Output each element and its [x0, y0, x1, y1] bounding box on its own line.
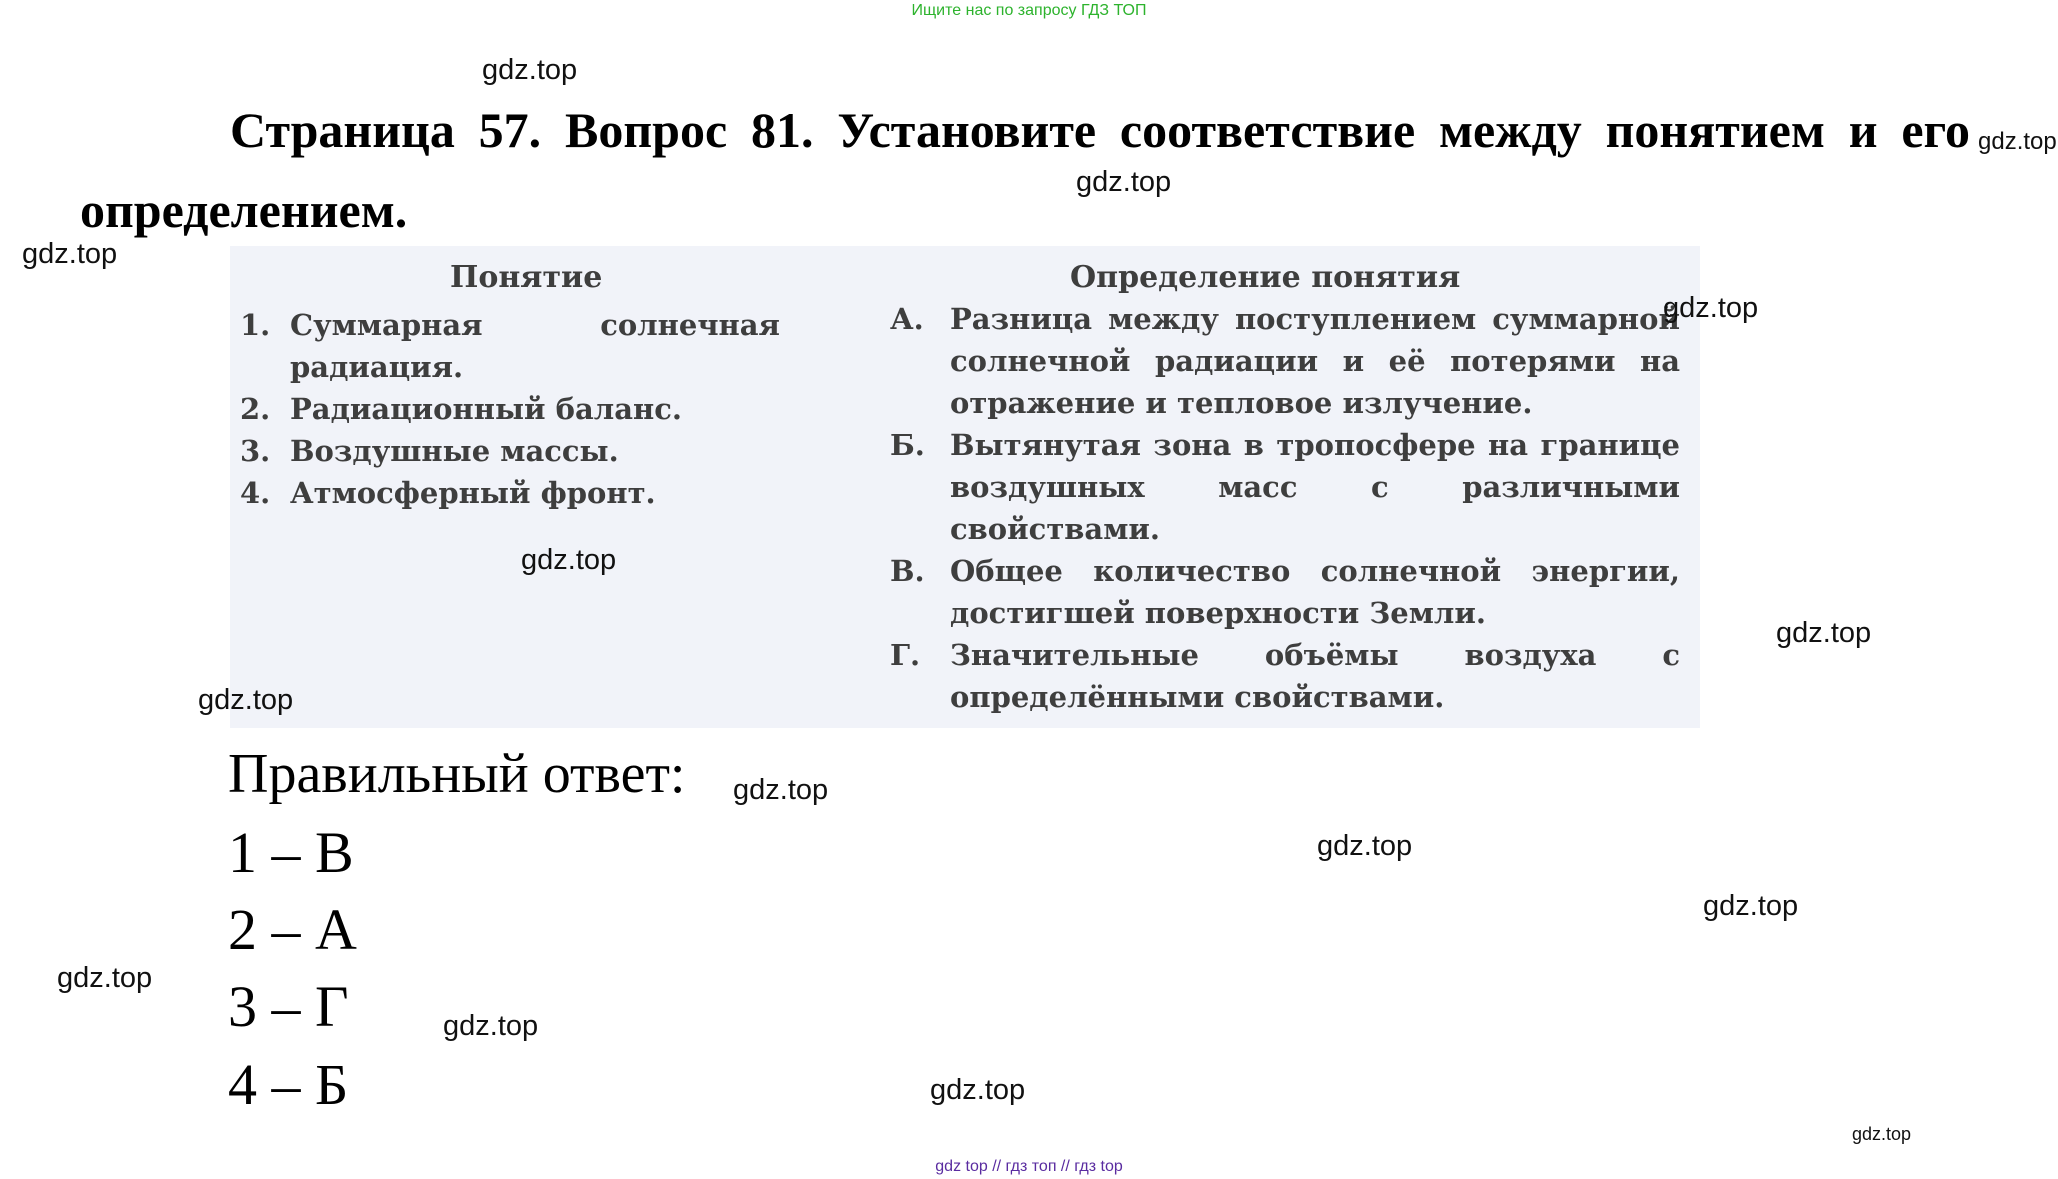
footer: gdz top // гдз топ // гдз top — [935, 1158, 1123, 1175]
concepts-header: Понятие — [450, 260, 603, 295]
concept-item — [240, 304, 780, 388]
watermark: gdz.top — [198, 684, 294, 716]
concept-number: 2. — [240, 392, 271, 426]
answer-line: 4 – Б — [228, 1052, 349, 1117]
definition-item — [890, 424, 1680, 550]
definition-text: Вытянутая зона в тропосфере на границе воздушных масс с различными свойствами. — [950, 428, 1680, 546]
definition-letter: В. — [890, 554, 925, 588]
watermark: gdz.top — [22, 238, 118, 270]
concept-text: Воздушные массы. — [290, 434, 619, 468]
concept-text: Радиационный баланс. — [290, 392, 682, 426]
watermark: gdz.top — [930, 1074, 1026, 1106]
concept-number: 3. — [240, 434, 271, 468]
concept-item — [240, 388, 780, 430]
watermark: gdz.top — [521, 544, 617, 576]
concept-text: Суммарная солнечная радиация. — [290, 308, 780, 384]
concept-number: 1. — [240, 308, 271, 342]
concept-number: 4. — [240, 476, 271, 510]
watermark: gdz.top — [1663, 292, 1759, 324]
definition-text: Разница между поступлением суммарной солнечной радиации и её потерями на отражение и тепловое излучение. — [950, 302, 1680, 420]
watermark: gdz.top — [733, 774, 829, 806]
definition-item — [890, 298, 1680, 424]
watermark: gdz.top — [1776, 617, 1872, 649]
definitions-header: Определение понятия — [1070, 260, 1461, 295]
watermark: gdz.top — [482, 54, 578, 86]
definition-letter: Г. — [890, 638, 921, 672]
concept-item — [240, 472, 780, 514]
answer-title: Правильный ответ: — [228, 743, 686, 805]
watermark: gdz.top — [57, 962, 153, 994]
watermark: gdz.top — [1076, 166, 1172, 198]
concepts-list — [240, 304, 780, 514]
watermark: gdz.top — [443, 1010, 539, 1042]
definition-letter: А. — [890, 302, 924, 336]
concept-text: Атмосферный фронт. — [290, 476, 656, 510]
page-title: Страница 57. Вопрос 81. Установите соответствие между понятием и его определением. — [80, 102, 1970, 238]
answer-line: 3 – Г — [228, 974, 349, 1039]
definition-letter: Б. — [890, 428, 925, 462]
definitions-list — [890, 298, 1680, 718]
answer-line: 1 – В — [228, 820, 354, 885]
answer-line: 2 – А — [228, 897, 357, 962]
definition-text: Значительные объёмы воздуха с определёнными свойствами. — [950, 638, 1680, 714]
definition-item — [890, 634, 1680, 718]
watermark: gdz.top — [1978, 128, 2057, 155]
watermark: gdz.top — [1852, 1124, 1912, 1144]
watermark: gdz.top — [1317, 830, 1413, 862]
definition-item — [890, 550, 1680, 634]
concept-item — [240, 430, 780, 472]
textbook-scan — [230, 246, 1700, 728]
watermark: gdz.top — [1703, 890, 1799, 922]
definition-text: Общее количество солнечной энергии, достигшей поверхности Земли. — [950, 554, 1680, 630]
top-banner: Ищите нас по запросу ГДЗ ТОП — [911, 2, 1147, 19]
